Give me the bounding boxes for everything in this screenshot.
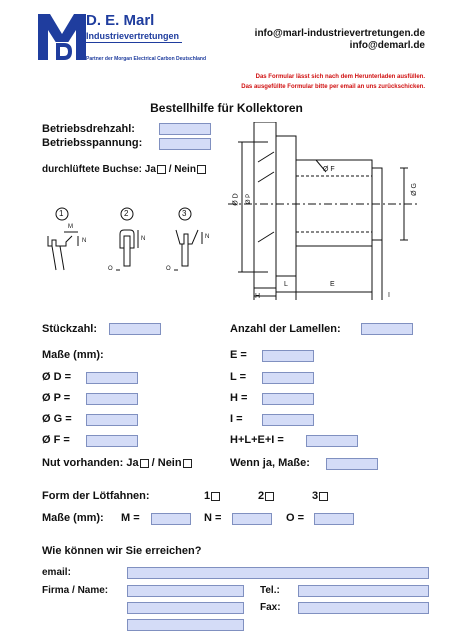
diagram-3-n: N — [205, 234, 210, 240]
betriebsdrehzahl-field[interactable] — [159, 123, 211, 135]
h-field[interactable] — [262, 393, 314, 405]
drawing-label-f: Ø F — [323, 166, 335, 173]
loet-option-3-label: 3 — [312, 490, 319, 502]
label-f: Ø F = — [42, 434, 70, 446]
f-field[interactable] — [86, 435, 138, 447]
label-betriebsdrehzahl: Betriebsdrehzahl: — [42, 123, 135, 135]
label-loet-n: N = — [204, 512, 222, 524]
drawing-label-h: H — [255, 293, 261, 300]
loet-3-checkbox[interactable] — [319, 492, 328, 501]
loet-option-1-label: 1 — [204, 490, 211, 502]
label-tel: Tel.: — [260, 585, 280, 596]
stueckzahl-field[interactable] — [109, 323, 161, 335]
l-field[interactable] — [262, 372, 314, 384]
label-i: I = — [230, 413, 243, 425]
diagram-3-number: 3 — [182, 209, 187, 218]
tel-field[interactable] — [298, 585, 429, 597]
diagram-kollektor — [228, 122, 428, 302]
label-p: Ø P = — [42, 392, 71, 404]
label-loet-m: M = — [121, 512, 140, 524]
sum-field[interactable] — [306, 435, 358, 447]
diagram-3-o: O — [166, 266, 171, 272]
drawing-label-l: L — [284, 281, 288, 288]
firma-field-2[interactable] — [127, 602, 244, 614]
g-field[interactable] — [86, 414, 138, 426]
firma-field-3[interactable] — [127, 619, 244, 631]
lamellen-field[interactable] — [361, 323, 413, 335]
i-field[interactable] — [262, 414, 314, 426]
diagram-2-n: N — [141, 236, 146, 242]
d-field[interactable] — [86, 372, 138, 384]
drawing-label-p: Ø P — [246, 193, 253, 205]
loet-1-checkbox[interactable] — [211, 492, 220, 501]
diagram-loetfahnen — [38, 200, 216, 290]
loet-option-3 — [312, 490, 328, 502]
label-loet-masse: Maße (mm): — [42, 512, 104, 524]
diagram-2-number: 2 — [124, 209, 129, 218]
betriebsspannung-field[interactable] — [159, 138, 211, 150]
notice-1: Das Formular lässt sich nach dem Herunterladen ausfüllen. — [255, 74, 425, 80]
drawing-label-g: Ø G — [410, 183, 418, 196]
loet-m-field[interactable] — [151, 513, 191, 525]
loet-option-2 — [258, 490, 274, 502]
loet-n-field[interactable] — [232, 513, 272, 525]
firma-field-1[interactable] — [127, 585, 244, 597]
logo-mark — [36, 12, 88, 62]
page-title: Bestellhilfe für Kollektoren — [150, 101, 303, 115]
label-l: L = — [230, 371, 247, 383]
label-betriebsspannung: Betriebsspannung: — [42, 137, 143, 149]
e-field[interactable] — [262, 350, 314, 362]
diagram-2-o: O — [108, 266, 113, 272]
label-firma: Firma / Name: — [42, 585, 109, 596]
email-line-1[interactable]: info@marl-industrievertretungen.de — [254, 28, 425, 39]
label-lamellen: Anzahl der Lamellen: — [230, 323, 341, 335]
diagram-1-number: 1 — [59, 209, 64, 218]
contact-heading: Wie können wir Sie erreichen? — [42, 545, 202, 557]
label-nut-nein: / Nein — [148, 457, 182, 469]
nut-row — [42, 457, 192, 469]
fax-field[interactable] — [298, 602, 429, 614]
label-nut: Nut vorhanden: Ja — [42, 457, 139, 469]
logo-rule — [86, 42, 182, 43]
label-buchse-nein: / Nein — [165, 164, 196, 175]
loet-2-checkbox[interactable] — [265, 492, 274, 501]
label-masse: Maße (mm): — [42, 349, 104, 361]
diagram-1-n: N — [82, 238, 87, 244]
loet-option-1 — [204, 490, 220, 502]
label-wenn-ja: Wenn ja, Maße: — [230, 457, 310, 469]
label-loet-o: O = — [286, 512, 305, 524]
label-g: Ø G = — [42, 413, 72, 425]
nut-masse-field[interactable] — [326, 458, 378, 470]
nut-nein-checkbox[interactable] — [183, 459, 192, 468]
email-line-2[interactable]: info@demarl.de — [349, 40, 425, 51]
buchse-row — [42, 164, 206, 175]
company-subtitle: Industrievertretungen — [86, 31, 180, 41]
notice-2: Das ausgefüllte Formular bitte per email an uns zurückschicken. — [241, 84, 425, 90]
drawing-label-e: E — [330, 281, 335, 288]
email-field[interactable] — [127, 567, 429, 579]
diagram-1-m: M — [68, 224, 73, 230]
label-email: email: — [42, 567, 71, 578]
buchse-nein-checkbox[interactable] — [197, 165, 206, 174]
loet-option-2-label: 2 — [258, 490, 265, 502]
label-e: E = — [230, 349, 247, 361]
company-name: D. E. Marl — [86, 12, 155, 29]
p-field[interactable] — [86, 393, 138, 405]
buchse-ja-checkbox[interactable] — [157, 165, 166, 174]
drawing-label-i: I — [388, 292, 390, 299]
label-d: Ø D = — [42, 371, 72, 383]
logo — [36, 12, 88, 62]
loet-o-field[interactable] — [314, 513, 354, 525]
nut-ja-checkbox[interactable] — [140, 459, 149, 468]
label-form-loetfahnen: Form der Lötfahnen: — [42, 490, 150, 502]
label-h: H = — [230, 392, 248, 404]
label-fax: Fax: — [260, 602, 281, 613]
label-buchse: durchlüftete Buchse: Ja — [42, 164, 156, 175]
drawing-label-d: Ø D — [232, 193, 240, 206]
label-sum: H+L+E+I = — [230, 434, 284, 446]
label-stueckzahl: Stückzahl: — [42, 323, 98, 335]
kollektor-drawing — [228, 122, 428, 302]
partner-line: Partner der Morgan Electrical Carbon Deutschland — [86, 56, 207, 62]
